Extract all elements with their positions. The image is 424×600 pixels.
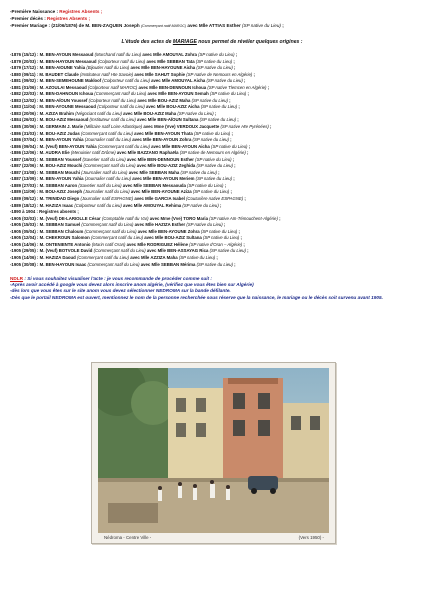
marriage-record: -1889 (18/12) : M. HAZIZA Isaac (Colporteur natif du Lieu) avec Mlle AMOUYAL Rehima (SP native du Lieu) ; [10,202,222,208]
marriage-record: -1905 (29/05) : M. (Veuf) BOTVOLE David (Commerçant natif du Lieu) avec Mlle BEN-ASSAYAG Rica (SP native du Lieu) ; [10,248,249,254]
marriage-record: -1905 (02/03) : M. (Veuf) DE-LARIOLLE César (Comptable natif du Var) avec Mme (Vve) TORO Maria (SP native Aïn-Témouchent-Algérie) ; [10,215,281,221]
marriage-record: -1882 (22/03) : M. BEN-DAHNOUN Ichoua (Commerçant natif du Lieu) avec Mlle BEN-AYOUN Semah (SP native du Lieu) ; [10,91,249,97]
note-step-3: -Dès que le portail NEDROMA est ouvert, mentionnez le nom de la personne recherchée sous réserve que la naissance, le mariage ou le décès soit survenu avant 1905. [10,294,383,300]
marriage-record: -1905 (12/04) : M. CHEKROUN Salomon (Commerçant natif du Lieu) avec Mlle BOU-AZIZ Sultana (SP native du Lieu) ; [10,235,242,241]
marriage-record: -1881 (01/06) : M. AZOULAI Messaoud (Colporteur natif MAROC) avec Mlle BEN-DENNOUN Ichoua (SP native Tlemcen en Algérie) ; [10,84,270,90]
marriage-record: -1887 (22/06) : M. BOU-AZIZ Mouchi (Commerçant natif du Lieu) avec Mlle BOU-AZIZ Zeghida (SP native du Lieu) ; [10,163,236,169]
intro-heading: L'étude des actes de MARIAGE nous permet de révéler quelques origines : [121,39,303,45]
postcard-photo [91,362,336,544]
marriage-record: -1883 (12/02) : M. BEN-AÏOUN Youssef (Colporteur natif du Lieu) avec Mlle BOU-AZIZ Maha (SP native du Lieu) ; [10,97,231,103]
marriage-record: -1889 (11/09) : M. BOU-AZIZ Joseph (Journalier natif du Lieu) avec Mlle BEN-AYOUNE Aziza (SP native du Lieu) ; [10,189,232,195]
marriage-record: -1889 (09/12) : M. TRINIDAD Diego (Journalier natif ESPAGNE) avec Mlle GARCIA Isabel (Couturière native ESPAGNE) ; [10,196,246,202]
first-birth-line: -Première Naissance : Registres Absents ; [10,9,103,14]
marriage-record: -1883 (11/04) : M. BEN-AYOUNE Messaoud (Colporteur natif du Lieu) avec Mlle BOU-AZIZ Aicha (SP native du Lieu) ; [10,104,240,110]
marriage-record: -1905 (30/08) : M. BEN-HAYOUN Isaac (Commerçant natif du Lieu) avec Mlle SEBBAN Mérima (SP native du Lieu) ; [10,261,236,267]
marriage-record: -1905 (14/06) : M. ONTENIENTE Antonio (Marin natif Oran) avec Mlle RODRIGUEZ Hélène (SP native d'Oran – Algérie) ; [10,241,245,247]
photo-caption [104,535,324,540]
first-death-line: -Premier décès : Registres Absents ; [10,16,91,21]
marriage-record: -1876 (15/12) : M. BEN-AYOUN Messaoud (Marchand natif du Lieu) avec Mlle AMOUYAL Zohra (SP native du Lieu) ; [10,52,238,57]
first-marriage-line: -Premier Mariage : (21/06/1876) de M. BEN-ZAQUEN Joseph (Commerçant natif MAROC) avec Mlle ATTIAS Esther (SP native du Lieu) ; [10,23,284,28]
marriage-record: -1886 (07/04) : M. BEN-AYOUN Yahia (Journalier natif du Lieu) avec Mlle BEN-AYOUN Zohra (SP native du Lieu) ; [10,137,232,143]
marriage-record: -1881 (09/02) : M. BEN-SEMEHOUNE Makloof (Colporteur natif du Lieu) avec Mlle AMOUYAL Aicha (SP native du Lieu) ; [10,78,246,84]
street-scene-image [98,368,329,533]
marriage-record: -1879 (17/12) : M. BEN-AIOUNE Yahia (Bijoutier natif du Lieu) avec Mlle BEN-HAYOUNE Aicha (SP native du Lieu) ; [10,65,236,71]
marriage-record: -1886 (12/06) : M. AUDRA Elie (Menuisier natif Drôme) avec Mlle BAZZANO Raphaëla (SP native de Nemours en Algérie) ; [10,150,249,156]
marriage-record: -1905 (05/04) : M. SEBBAN Chaloum (Commerçant natif du Lieu) avec Mlle BEN-AYOUNE Zohra (SP native du Lieu) ; [10,228,240,234]
marriage-record: -1883 (20/06) : M. AZIZA Brahim (Négociant natif du Lieu) avec Mlle BOU-AZIZ Maha (SP native du Lieu) ; [10,110,217,116]
marriage-record: -1887 (16/03) : M. SEBBAN Youssef (Savetier natif du Lieu) avec Mlle BEN-DENNOUN Esther (SP native du Lieu) ; [10,156,235,162]
marriage-record: -1905 (14/06) : M. HAZIZA Daoud (Commerçant natif du Lieu) avec Mlle AZZIZA Maha (SP native du Lieu) ; [10,254,218,260]
marriage-record: -1887 (31/08) : M. SEBBAN Mouchi (Journalier natif du Lieu) avec Mlle SEBBAN Maha (SP native du Lieu) ; [10,169,220,175]
marriage-record: -1887 (13/09) : M. BEN-AYOUN Yahia (Journalier natif du Lieu) avec Mlle BEN-AYOUN Meriem (SP native du Lieu) ; [10,176,235,182]
marriage-records-list [10,52,414,268]
marriage-record: -1886 (09/04) : M. (Veuf) BEN-AYOUN Yahia (Commerçant natif du Lieu) avec Mlle BEN-AYOUN Aicha (SP native du Lieu) ; [10,143,251,149]
caption-date: (Vers 1950) - [298,535,324,540]
ndlr-note: NDLR : Si vous souhaitez visualiser l'acte : je vous recommande de procéder comme suit : -Après avoir accédé à google vous devez alors inscrire anom algérie, (vérifiez que vous êtes bien sur Algérie) -dès lors que vous êtes sur le site anom vous devez sélectionner NEDROMA sur la bande défilante. -Dès que le portail NEDROMA est ouvert, mentionnez le nom de la personne recherchée sous réserve que la naissance, le mariage ou le décès soit survenu avant 1905. [10,276,414,301]
marriage-record: -1886 (31/03) : M. BOU-AZIZ Judas (Commerçant natif du Lieu) avec Mlle BEN-AYOUN Thata (SP native du Lieu) ; [10,130,233,136]
marriage-record: -1885 (30/06) : M. GERMAIN J. Marie (Militaire natif Loire Atlantique) avec Mme (Vve) VERDOUX Jacquette (SP native Hte Pyrénées) ; [10,124,272,130]
marriage-record: -1889 (27/03) : M. SEBBAN Aaron (Savetier natif du Lieu) avec Mlle SEBBAN Messaouda (SP native du Lieu) ; [10,182,227,188]
caption-location: Nédroma - Centre Ville - [104,535,152,540]
marriage-record: -1880 (09/11) : M. BAUDET Claude (Instituteur natif Hte Savoie) avec Mlle SAHUT Sophie (SP native de Nemours en Algérie) ; [10,71,255,77]
marriage-record: -1905 (15/03) : M. SEBBAN Samuel (Commerçant natif du Lieu) avec Mlle HAZIZA Esther (SP native du Lieu) ; [10,222,226,228]
ndlr-label: NDLR [10,276,24,282]
document-page [10,8,414,301]
note-step-1: -Après avoir accédé à google vous devez alors inscrire anom algérie, (vérifiez que vous êtes bien sur Algérie) [10,282,254,288]
marriage-record: -1879 (20/03) : M. BEN-HAYOUN Messaoud (Colporteur natif du Lieu) avec Mlle SEBBAN Tata (SP native du Lieu) ; [10,58,235,64]
marriage-record: -1884 (26/03) : M. BOU-AZIZ Messaoud (Instituteur natif du Lieu) avec Mlle BEN-AÏOUN Sultana (SP native du Lieu) ; [10,117,239,123]
marriage-record: -1890 à 1904 : Registres absents ; [10,209,79,215]
note-step-2: -dès lors que vous êtes sur le site anom vous devez sélectionner NEDROMA sur la bande défilante. [10,288,231,294]
